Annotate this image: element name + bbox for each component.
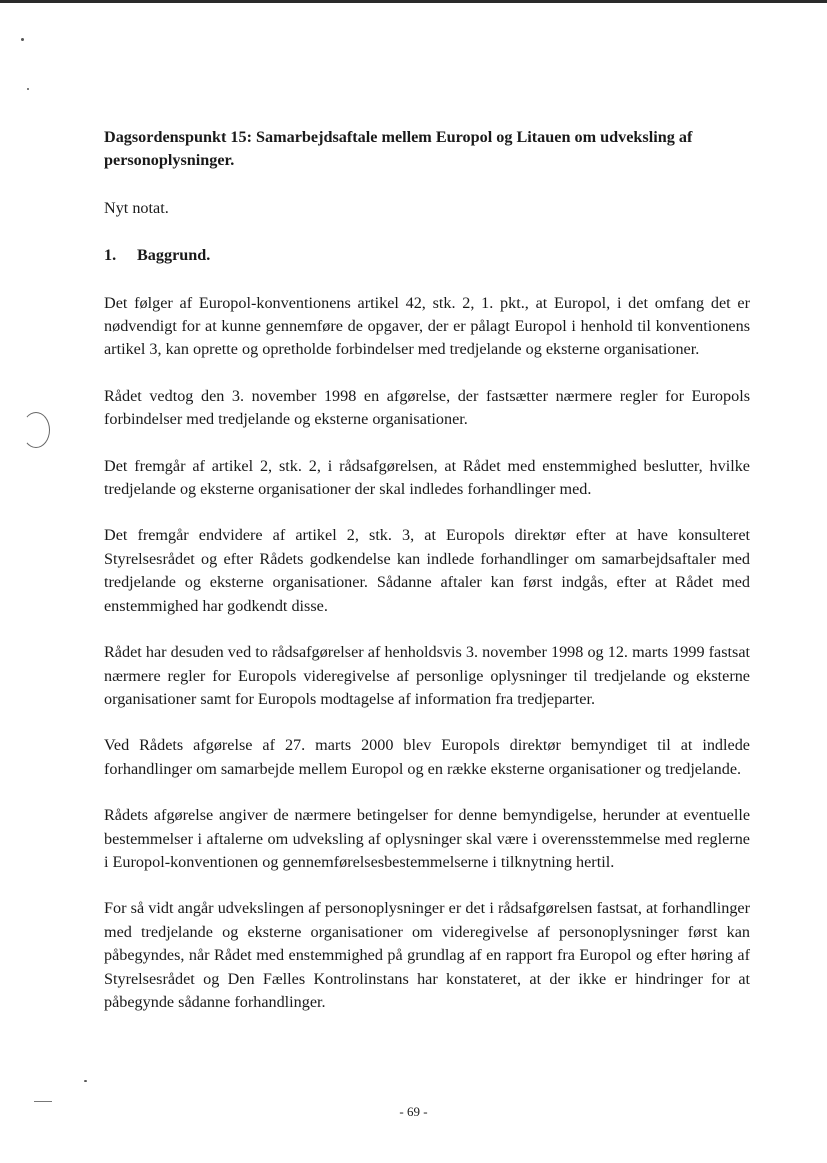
scan-speck (84, 1080, 87, 1082)
paragraph: Det fremgår endvidere af artikel 2, stk. 3, at Europols direktør efter at have konsulteret Styrelsesrådet og efter Rådets godkendelse kan indlede forhandlinger om samarbejdsaftaler med tredjelande og eksterne organisationer. Sådanne aftaler kan først indgås, efter at Rådet med enstemmighed har godkendt disse. (104, 526, 750, 615)
section-title-text: Baggrund. (137, 246, 211, 265)
paragraph: Rådet vedtog den 3. november 1998 en afgørelse, der fastsætter nærmere regler for Europols forbindelser med tredjelande og eksterne organisationer. (104, 386, 750, 429)
paragraph: For så vidt angår udvekslingen af personoplysninger er det i rådsafgørelsen fastsat, at forhandlinger med tredjelande og eksterne organisationer om videregivelse af personoplysninger først kan påbegyndes, når Rådet med enstemmighed på grundlag af en rapport fra Europol og efter høring af Styrelsesrådet og Den Fælles Kontrolinstans har konstateret, at der ikke er hindringer for at påbegynde sådanne forhandlinger. (104, 899, 750, 1011)
paragraph: Rådets afgørelse angiver de nærmere betingelser for denne bemyndigelse, herunder at eventuelle bestemmelser i aftalerne om udveksling af oplysninger skal være i overensstemmelse med reglerne i Europol-konventionen og gennemførelsesbestemmelserne i tilknytning hertil. (104, 806, 750, 871)
document-page (104, 126, 750, 1037)
page-number: - 69 - (399, 1104, 428, 1119)
section-title (104, 244, 750, 267)
paragraph: Ved Rådets afgørelse af 27. marts 2000 blev Europols direktør bemyndiget til at indlede forhandlinger om samarbejde mellem Europol og en række eksterne organisationer og tredjelande. (104, 736, 750, 778)
scan-top-edge (0, 0, 827, 3)
section-number: 1. (104, 246, 117, 265)
agenda-heading: Dagsordenspunkt 15: Samarbejdsaftale mellem Europol og Litauen om udveksling af personoplysninger. (104, 128, 693, 170)
punch-hole-mark (22, 412, 50, 448)
paragraph: Det følger af Europol-konventionens artikel 42, stk. 2, 1. pkt., at Europol, i det omfang det er nødvendigt for at kunne gennemføre de opgaver, der er pålagt Europol i henhold til konventionens artikel 3, kan oprette og opretholde forbindelser med tredjelande og eksterne organisationer. (104, 293, 750, 359)
scan-speck (21, 38, 24, 41)
scan-speck (27, 88, 29, 90)
note-label: Nyt notat. (104, 198, 169, 217)
paragraph: Det fremgår af artikel 2, stk. 2, i rådsafgørelsen, at Rådet med enstemmighed beslutter, hvilke tredjelande og eksterne organisationer der skal indledes forhandlinger med. (104, 456, 750, 499)
margin-mark (34, 1101, 52, 1102)
paragraph: Rådet har desuden ved to rådsafgørelser af henholdsvis 3. november 1998 og 12. marts 1999 fastsat nærmere regler for Europols videregivelse af personlige oplysninger til tredjelande og eksterne organisationer samt for Europols modtagelse af information fra tredjeparter. (104, 643, 750, 708)
